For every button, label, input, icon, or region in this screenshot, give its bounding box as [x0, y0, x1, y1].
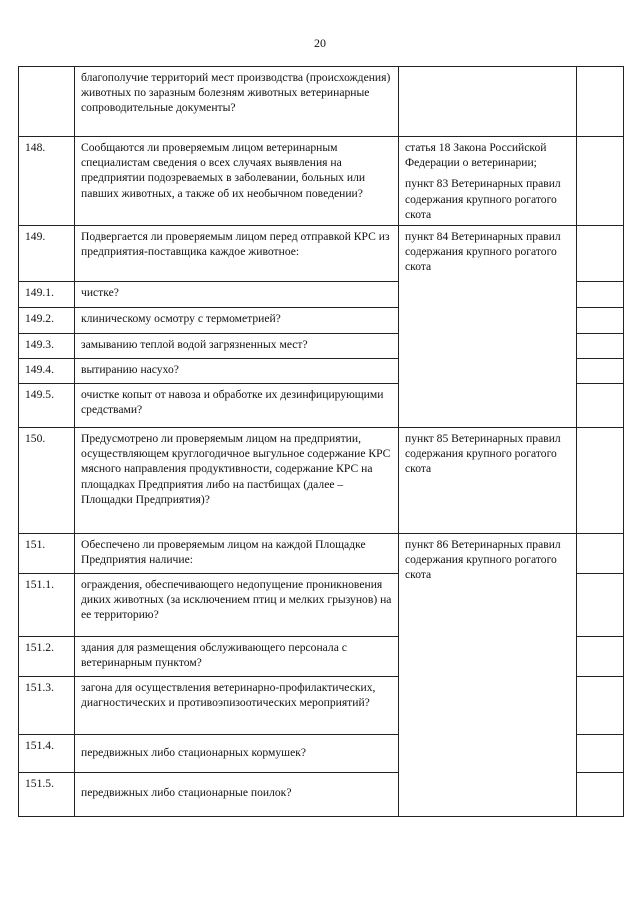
legal-reference-line: пункт 83 Ветеринарных правил содержания крупного рогатого скота	[405, 177, 561, 221]
question-text: чистке?	[75, 282, 399, 308]
legal-reference: пункт 84 Ветеринарных правил содержания крупного рогатого скота	[399, 226, 577, 428]
answer-cell	[577, 226, 624, 282]
item-number: 148.	[19, 137, 75, 226]
question-text: передвижных либо стационарных кормушек?	[75, 735, 399, 773]
question-text: благополучие территорий мест производства (происхождения) животных по заразным болезням животных ветеринарные сопроводительные документы?	[75, 67, 399, 137]
item-number: 149.5.	[19, 384, 75, 428]
item-number: 151.1.	[19, 574, 75, 637]
legal-reference	[399, 67, 577, 137]
answer-cell	[577, 735, 624, 773]
item-number: 149.3.	[19, 334, 75, 359]
question-text: Обеспечено ли проверяемым лицом на каждой Площадке Предприятия наличие:	[75, 534, 399, 574]
answer-cell	[577, 334, 624, 359]
item-number: 150.	[19, 428, 75, 534]
item-number: 151.2.	[19, 637, 75, 677]
question-text: клиническому осмотру с термометрией?	[75, 308, 399, 334]
answer-cell	[577, 384, 624, 428]
answer-cell	[577, 359, 624, 384]
item-number: 151.	[19, 534, 75, 574]
answer-cell	[577, 574, 624, 637]
table-row	[19, 534, 624, 574]
table-row	[19, 137, 624, 226]
item-number: 149.4.	[19, 359, 75, 384]
legal-reference: пункт 86 Ветеринарных правил содержания крупного рогатого скота	[399, 534, 577, 817]
page-number: 20	[314, 36, 326, 50]
question-text: замыванию теплой водой загрязненных мест?	[75, 334, 399, 359]
question-text: очистке копыт от навоза и обработке их дезинфицирующими средствами?	[75, 384, 399, 428]
question-text: загона для осуществления ветеринарно-профилактических, диагностических и противоэпизоотических мероприятий?	[75, 677, 399, 735]
answer-cell	[577, 308, 624, 334]
question-text: Сообщаются ли проверяемым лицом ветеринарным специалистам сведения о всех случаях выявления на предприятии подозреваемых в заболевании, больных или павших животных, а также об их необычном поведении?	[75, 137, 399, 226]
legal-reference	[399, 137, 577, 226]
question-text: Подвергается ли проверяемым лицом перед отправкой КРС из предприятия-поставщика каждое животное:	[75, 226, 399, 282]
answer-cell	[577, 677, 624, 735]
item-number: 149.1.	[19, 282, 75, 308]
item-number: 151.5.	[19, 773, 75, 817]
answer-cell	[577, 137, 624, 226]
item-number: 149.2.	[19, 308, 75, 334]
answer-cell	[577, 67, 624, 137]
question-text: здания для размещения обслуживающего персонала с ветеринарным пунктом?	[75, 637, 399, 677]
item-number: 151.4.	[19, 735, 75, 773]
table-row	[19, 428, 624, 534]
question-text: вытиранию насухо?	[75, 359, 399, 384]
legal-reference: пункт 85 Ветеринарных правил содержания крупного рогатого скота	[399, 428, 577, 534]
question-text: передвижных либо стационарные поилок?	[75, 773, 399, 817]
answer-cell	[577, 534, 624, 574]
answer-cell	[577, 282, 624, 308]
checklist-table	[18, 66, 624, 817]
question-text: ограждения, обеспечивающего недопущение проникновения диких животных (за исключением птиц и мелких грызунов) на ее территорию?	[75, 574, 399, 637]
item-number	[19, 67, 75, 137]
table-row	[19, 67, 624, 137]
table-row	[19, 226, 624, 282]
answer-cell	[577, 773, 624, 817]
item-number: 151.3.	[19, 677, 75, 735]
question-text: Предусмотрено ли проверяемым лицом на предприятии, осуществляющем круглогодичное выгульное содержание КРС мясного направления продуктивности, содержание КРС на площадках Предприятия либо на пастбищах (далее – Площадки Предприятия)?	[75, 428, 399, 534]
legal-reference-line: статья 18 Закона Российской Федерации о ветеринарии;	[405, 141, 547, 170]
answer-cell	[577, 428, 624, 534]
item-number: 149.	[19, 226, 75, 282]
answer-cell	[577, 637, 624, 677]
